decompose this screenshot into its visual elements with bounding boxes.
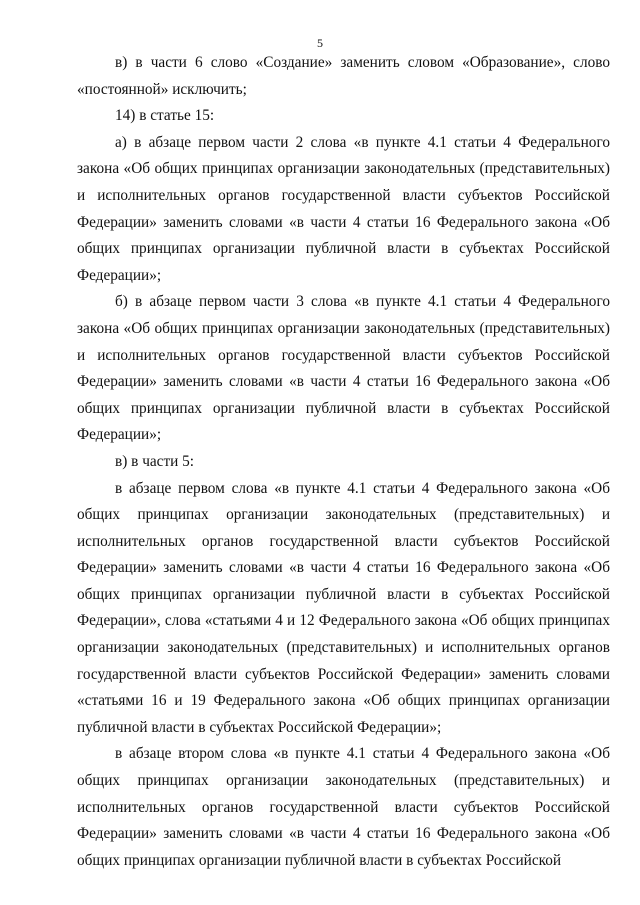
paragraph-b-part-3: б) в абзаце первом части 3 слова «в пункте 4.1 статьи 4 Федерального закона «Об общих принципах организации законодательных (представительных) и исполнительных органов государственной власти субъектов Российской Федерации» заменить словами «в части 4 статьи 16 Федерального закона «Об общих принципах организации публичной власти в субъектах Российской Федерации»; [77,293,610,444]
paragraph-v-part-5: в) в части 5: [115,452,195,470]
paragraph-14-article-15: 14) в статье 15: [115,107,215,125]
paragraph-first-abzac: в абзаце первом слова «в пункте 4.1 статьи 4 Федерального закона «Об общих принципах организации законодательных (представительных) и исполнительных органов государственной власти субъектов Российской Федерации» заменить словами «в части 4 статьи 16 Федерального закона «Об общих принципах организации публичной власти в субъектах Российской Федерации», слова «статьями 4 и 12 Федерального закона «Об общих принципах организации законодательных (представительных) и исполнительных органов государственной власти субъектов Российской Федерации» заменить словами «статьями 16 и 19 Федерального закона «Об общих принципах организации публичной власти в субъектах Российской Федерации»; [77,479,610,736]
page-number: 5 [317,36,323,50]
paragraph-second-abzac: в абзаце втором слова «в пункте 4.1 статьи 4 Федерального закона «Об общих принципах организации законодательных (представительных) и исполнительных органов государственной власти субъектов Российской Федерации» заменить словами «в части 4 статьи 16 Федерального закона «Об общих принципах организации публичной власти в субъектах Российской [77,745,610,869]
paragraph-a-part-2: а) в абзаце первом части 2 слова «в пункте 4.1 статьи 4 Федерального закона «Об общих принципах организации законодательных (представительных) и исполнительных органов государственной власти субъектов Российской Федерации» заменить словами «в части 4 статьи 16 Федерального закона «Об общих принципах организации публичной власти в субъектах Российской Федерации»; [77,133,610,284]
paragraph-6v: в) в части 6 слово «Создание» заменить словом «Образование», слово «постоянной» исключить; [77,54,610,98]
document-body [77,50,610,874]
